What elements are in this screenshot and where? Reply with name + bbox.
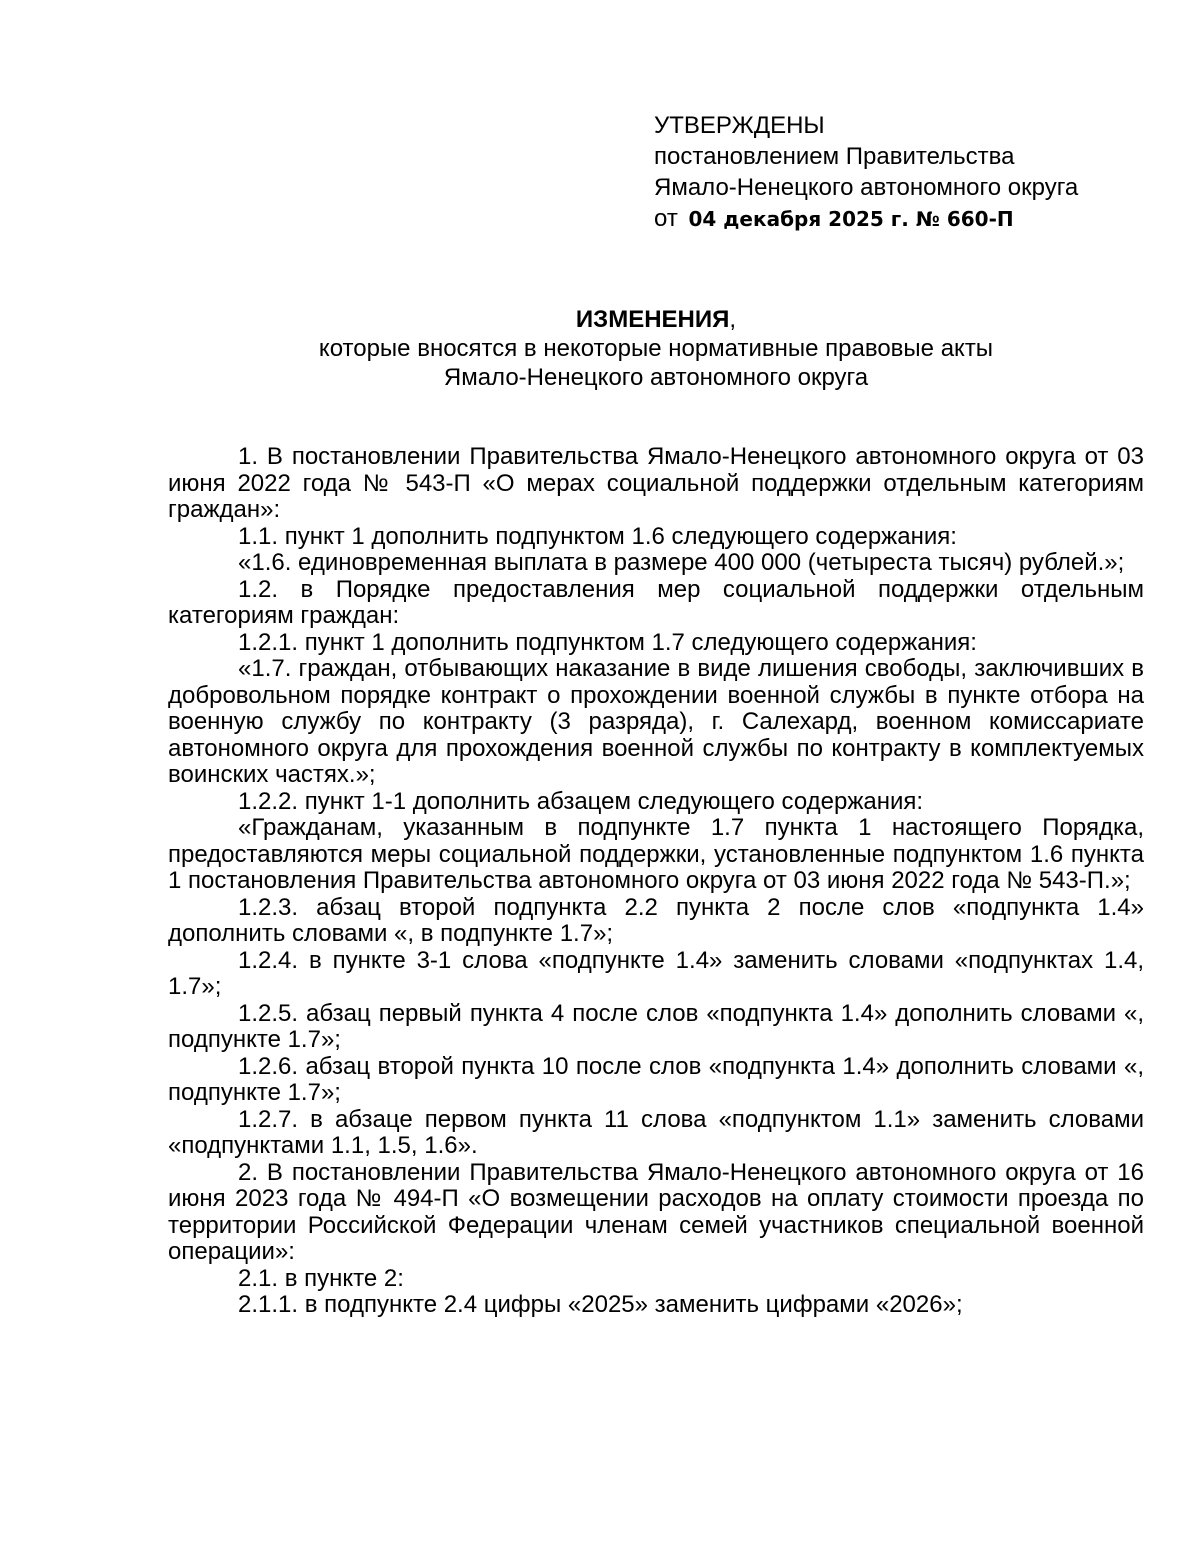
approval-line-2: Ямало-Ненецкого автономного округа [654, 174, 1079, 201]
approval-block [654, 110, 1174, 235]
approval-from: от [654, 205, 678, 232]
paragraph: 1.1. пункт 1 дополнить подпунктом 1.6 следующего содержания: [238, 522, 957, 550]
heading-title-suffix: , [729, 306, 737, 333]
document-heading [168, 305, 1144, 392]
paragraph: 2.1. в пункте 2: [238, 1264, 404, 1292]
heading-line-1: которые вносятся в некоторые нормативные правовые акты [318, 335, 994, 362]
approval-number: 04 декабря 2025 г. № 660-П [688, 207, 1014, 231]
heading-line-2: Ямало-Ненецкого автономного округа [443, 364, 869, 391]
paragraph: 2. В постановлении Правительства Ямало-Ненецкого автономного округа от 16 июня 2023 года № 494-П «О возмещении расходов на оплату стоимости проезда по территории Российской Федерации членам семей участников специальной военной операции»: [168, 1158, 1144, 1265]
paragraph: «Гражданам, указанным в подпункте 1.7 пункта 1 настоящего Порядка, предоставляются меры социальной поддержки, установленные подпунктом 1.6 пункта 1 постановления Правительства автономного округа от 03 июня 2022 года № 543-П.»; [168, 814, 1144, 894]
paragraph: 1.2.1. пункт 1 дополнить подпунктом 1.7 следующего содержания: [238, 628, 977, 656]
heading-title: ИЗМЕНЕНИЯ [575, 306, 730, 333]
paragraph: 1.2.7. в абзаце первом пункта 11 слова «подпунктом 1.1» заменить словами «подпунктами 1.1, 1.5, 1.6». [168, 1105, 1144, 1159]
paragraph: «1.7. граждан, отбывающих наказание в виде лишения свободы, заключивших в добровольном порядке контракт о прохождении военной службы в пункте отбора на военную службу по контракту (3 разряда), г. Салехард, военном комиссариате автономного округа для прохождения военной службы по контракту в комплектуемых воинских частях.»; [168, 655, 1144, 788]
paragraph: 2.1.1. в подпункте 2.4 цифры «2025» заменить цифрами «2026»; [238, 1291, 963, 1318]
approval-date-line [654, 203, 1174, 235]
paragraph: 1.2.2. пункт 1-1 дополнить абзацем следующего содержания: [238, 787, 924, 815]
paragraph: 1.2.3. абзац второй подпункта 2.2 пункта 2 после слов «подпункта 1.4» дополнить словами «, в подпункте 1.7»; [168, 893, 1144, 947]
paragraph: 1.2.6. абзац второй пункта 10 после слов «подпункта 1.4» дополнить словами «, подпункте 1.7»; [168, 1052, 1144, 1106]
approval-title: УТВЕРЖДЕНЫ [654, 112, 825, 139]
paragraph: 1.2.5. абзац первый пункта 4 после слов «подпункта 1.4» дополнить словами «, подпункте 1.7»; [168, 999, 1144, 1053]
heading-title-line [168, 305, 1144, 334]
paragraph: 1.2. в Порядке предоставления мер социальной поддержки отдельным категориям граждан: [168, 575, 1144, 629]
paragraph: 1. В постановлении Правительства Ямало-Ненецкого автономного округа от 03 июня 2022 года № 543-П «О мерах социальной поддержки отдельным категориям граждан»: [168, 443, 1144, 523]
paragraph: «1.6. единовременная выплата в размере 400 000 (четыреста тысяч) рублей.»; [238, 549, 1125, 576]
document-body [168, 444, 1144, 1319]
paragraph: 1.2.4. в пункте 3-1 слова «подпункте 1.4» заменить словами «подпунктах 1.4, 1.7»; [168, 946, 1144, 1000]
approval-line-1: постановлением Правительства [654, 143, 1015, 170]
